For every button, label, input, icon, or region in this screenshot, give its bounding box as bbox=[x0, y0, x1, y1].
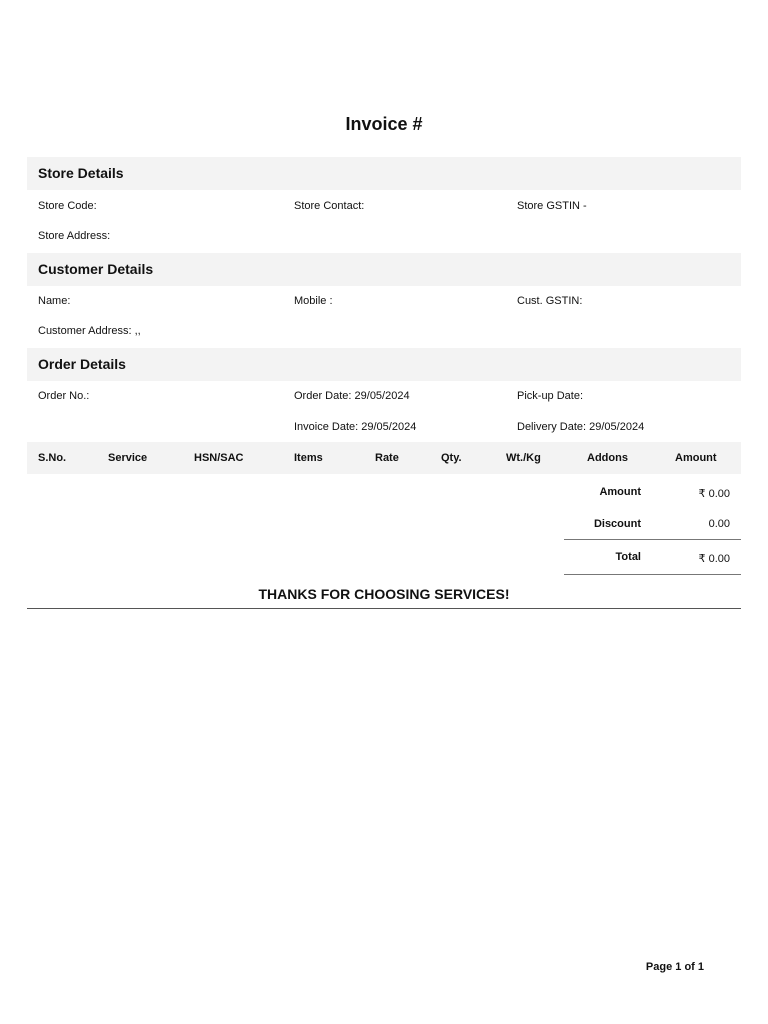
store-details-heading: Store Details bbox=[38, 165, 124, 181]
order-date: Order Date: 29/05/2024 bbox=[294, 390, 410, 402]
store-details-header bbox=[27, 157, 741, 190]
column-header-sno: S.No. bbox=[38, 452, 67, 464]
summary-bottom-divider bbox=[564, 574, 741, 575]
thanks-message: THANKS FOR CHOOSING SERVICES! bbox=[258, 586, 510, 602]
column-header-rate: Rate bbox=[375, 452, 399, 464]
order-details-heading: Order Details bbox=[38, 356, 126, 372]
page-number: Page 1 of 1 bbox=[645, 961, 704, 973]
order-no-label: Order No.: bbox=[38, 390, 90, 402]
column-header-hsn-sac: HSN/SAC bbox=[194, 452, 244, 464]
column-header-items: Items bbox=[294, 452, 323, 464]
invoice-date: Invoice Date: 29/05/2024 bbox=[294, 421, 417, 433]
store-code-label: Store Code: bbox=[38, 200, 97, 212]
summary-divider bbox=[564, 539, 741, 540]
store-address-label: Store Address: bbox=[38, 230, 111, 242]
footer-divider bbox=[27, 608, 741, 609]
store-gstin-label: Store GSTIN - bbox=[517, 200, 587, 212]
summary-total-label: Total bbox=[615, 551, 641, 563]
items-table-header bbox=[27, 442, 741, 474]
column-header-qty: Qty. bbox=[441, 452, 462, 464]
customer-address-label: Customer Address: ,, bbox=[38, 325, 141, 337]
summary-amount-value: ₹ 0.00 bbox=[698, 488, 730, 500]
column-header-addons: Addons bbox=[587, 452, 628, 464]
customer-gstin-label: Cust. GSTIN: bbox=[517, 295, 583, 307]
summary-amount-label: Amount bbox=[599, 486, 641, 498]
summary-discount-label: Discount bbox=[593, 518, 641, 530]
column-header-amount: Amount bbox=[675, 452, 717, 464]
delivery-date: Delivery Date: 29/05/2024 bbox=[517, 421, 645, 433]
store-contact-label: Store Contact: bbox=[294, 200, 365, 212]
column-header-weight: Wt./Kg bbox=[506, 452, 541, 464]
column-header-service: Service bbox=[108, 452, 148, 464]
customer-mobile-label: Mobile : bbox=[294, 295, 333, 307]
summary-total-value: ₹ 0.00 bbox=[698, 553, 730, 565]
invoice-title: Invoice # bbox=[345, 114, 423, 134]
order-details-header bbox=[27, 348, 741, 381]
pickup-date: Pick-up Date: bbox=[517, 390, 584, 402]
customer-details-heading: Customer Details bbox=[38, 261, 154, 277]
customer-details-header bbox=[27, 253, 741, 286]
summary-discount-value: 0.00 bbox=[708, 518, 730, 530]
customer-name-label: Name: bbox=[38, 295, 71, 307]
